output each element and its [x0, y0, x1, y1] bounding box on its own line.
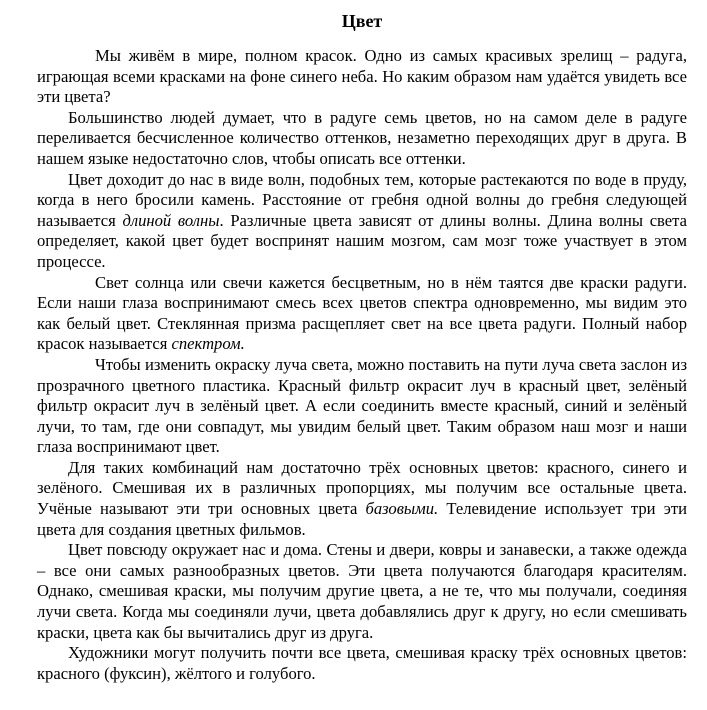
paragraph-text: Большинство людей думает, что в радуге семь цветов, но на самом деле в радуге переливается бесчисленное количество оттенков, незаметно переходящих друг в друга. В нашем языке недостаточно слов, чтобы описать все оттенки. — [37, 107, 687, 168]
term-wavelength: длиной волны — [122, 210, 220, 230]
paragraph-3 — [37, 170, 687, 273]
paragraph-4 — [37, 273, 687, 355]
paragraph-5 — [37, 355, 687, 458]
paragraph-text: Чтобы изменить окраску луча света, можно поставить на пути луча света заслон из прозрачного цветного пластика. Красный фильтр окрасит луч в красный цвет, зелёный фильтр окрасит луч в зелёный цвет. А если соединить вместе красный, синий и зелёный лучи, то там, где они совпадут, мы увидим белый цвет. Таким образом наш мозг и наши глаза воспринимают цвет. — [37, 354, 687, 457]
paragraph-1 — [37, 46, 687, 108]
paragraph-2 — [37, 108, 687, 170]
paragraph-text: Для таких комбинаций нам достаточно трёх основных цветов: красного, синего и зелёного. Смешивая их в различных пропорциях, мы получим все остальные цвета. Учёные называют эти три основных цвета — [37, 457, 687, 519]
paragraph-text: Мы живём в мире, полном красок. Одно из самых красивых зрелищ – радуга, играющая всеми красками на фоне синего неба. Но каким образом нам удаётся увидеть все эти цвета? — [37, 46, 687, 107]
paragraph-text: Цвет доходит до нас в виде волн, подобных тем, которые растекаются по воде в пруду, когда в него бросили камень. Расстояние от гребня одной волны до гребня следующей называется — [37, 169, 687, 230]
document-page — [37, 8, 687, 684]
term-base-colors: базовыми. — [365, 499, 439, 519]
paragraph-6 — [37, 458, 687, 540]
paragraph-text: . Различные цвета зависят от длины волны. Длина волны света определяет, какой цвет будет воспринят нашим мозгом, сам мозг тоже участвует в этом процессе. — [37, 210, 687, 271]
paragraph-text: Художники могут получить почти все цвета, смешивая краску трёх основных цветов: красного (фуксин), жёлтого и голубого. — [37, 643, 687, 683]
paragraph-8 — [37, 643, 687, 684]
term-spectrum: спектром. — [171, 334, 245, 354]
paragraph-7 — [37, 540, 687, 643]
paragraph-text: Свет солнца или свечи кажется бесцветным, но в нём таятся две краски радуги. Если наши глаза воспринимают смесь всех цветов спектра одновременно, мы видим это как белый цвет. Стеклянная призма расщепляет свет на все цвета радуги. Полный набор красок называется — [37, 272, 687, 354]
document-title: Цвет — [341, 11, 383, 31]
paragraph-text: Телевидение использует три эти цвета для создания цветных фильмов. — [37, 499, 687, 539]
paragraph-text: Цвет повсюду окружает нас и дома. Стены и двери, ковры и занавески, а также одежда – все они самых разнообразных цветов. Эти цвета получаются благодаря красителям. Однако, смешивая краски, мы получим другие цвета, а не те, что мы получали, соединяя лучи света. Когда мы соединяли лучи, цвета добавлялись друг к другу, но если смешивать краски, цвета как бы вычитались друг из друга. — [37, 540, 687, 642]
